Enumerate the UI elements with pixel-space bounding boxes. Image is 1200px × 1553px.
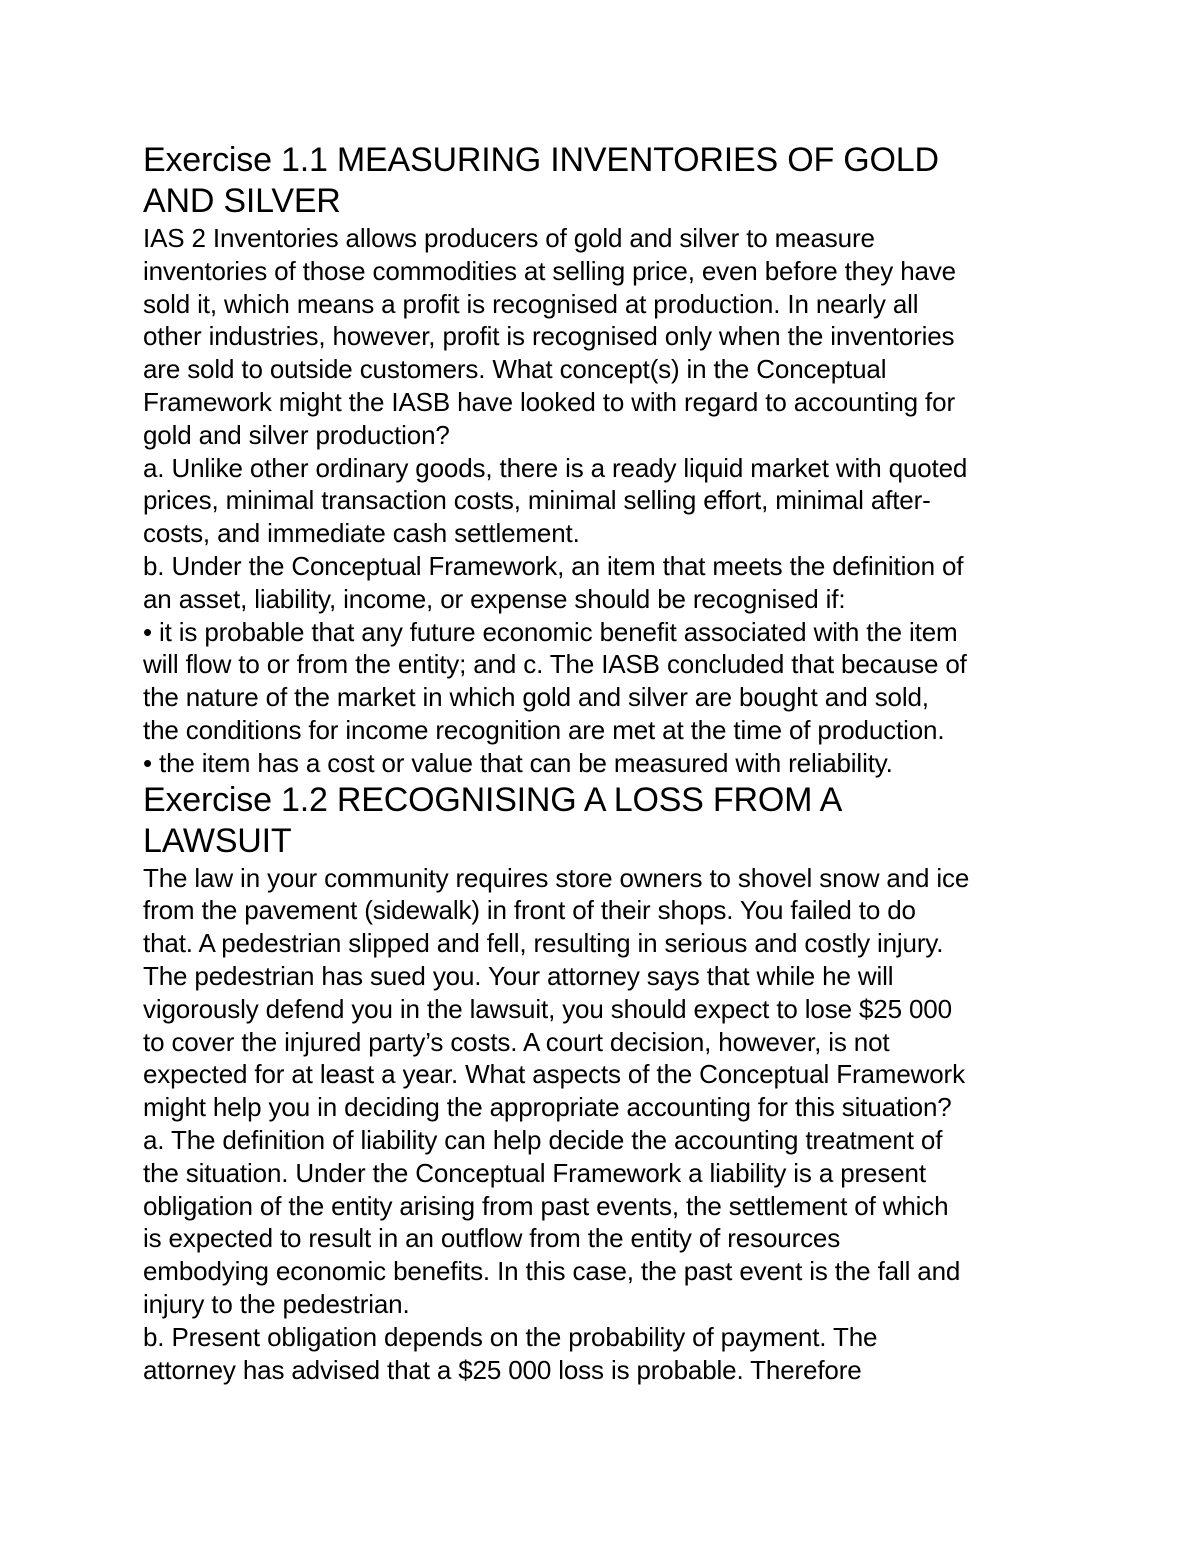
exercise-1-1-body	[143, 222, 1073, 780]
body-line: IAS 2 Inventories allows producers of gold and silver to measure	[143, 223, 875, 253]
body-line: the nature of the market in which gold and silver are bought and sold,	[143, 682, 929, 713]
body-line: sold it, which means a profit is recognised at production. In nearly all	[143, 288, 919, 319]
body-line: from the pavement (sidewalk) in front of their shops. You failed to do	[143, 895, 916, 926]
body-line: The law in your community requires store owners to shovel snow and ice	[143, 862, 970, 893]
body-line: that. A pedestrian slipped and fell, resulting in serious and costly injury.	[143, 928, 944, 959]
body-line: b. Present obligation depends on the probability of payment. The	[143, 1321, 878, 1352]
heading-line: AND SILVER	[143, 182, 341, 220]
body-line: a. The definition of liability can help decide the accounting treatment of	[143, 1124, 943, 1155]
body-line: vigorously defend you in the lawsuit, you should expect to lose $25 000	[143, 993, 952, 1024]
heading-line: Exercise 1.2 RECOGNISING A LOSS FROM A	[143, 780, 843, 819]
body-line: embodying economic benefits. In this case, the past event is the fall and	[143, 1256, 961, 1287]
body-line: is expected to result in an outflow from the entity of resources	[143, 1223, 841, 1254]
body-line: inventories of those commodities at selling price, even before they have	[143, 255, 956, 286]
body-line: prices, minimal transaction costs, minimal selling effort, minimal after-	[143, 485, 931, 516]
body-line: • the item has a cost or value that can be measured with reliability.	[143, 747, 893, 778]
exercise-1-2-body	[143, 862, 1073, 1387]
body-line: obligation of the entity arising from past events, the settlement of which	[143, 1190, 949, 1221]
document-page	[143, 140, 1073, 1386]
body-line: Framework might the IASB have looked to with regard to accounting for	[143, 386, 955, 417]
body-line: gold and silver production?	[143, 419, 450, 450]
body-line: will flow to or from the entity; and c. The IASB concluded that because of	[143, 649, 967, 680]
body-line: expected for at least a year. What aspects of the Conceptual Framework	[143, 1059, 965, 1090]
body-line: are sold to outside customers. What concept(s) in the Conceptual	[143, 354, 887, 385]
body-line: an asset, liability, income, or expense should be recognised if:	[143, 583, 846, 614]
exercise-1-2-heading	[143, 780, 1073, 862]
exercise-1-1-heading	[143, 140, 1073, 222]
body-line: a. Unlike other ordinary goods, there is a ready liquid market with quoted	[143, 452, 968, 483]
body-line: b. Under the Conceptual Framework, an item that meets the definition of	[143, 550, 964, 581]
heading-line: LAWSUIT	[143, 821, 292, 860]
body-line: injury to the pedestrian.	[143, 1288, 410, 1319]
body-line: might help you in deciding the appropriate accounting for this situation?	[143, 1092, 952, 1123]
body-line: other industries, however, profit is recognised only when the inventories	[143, 321, 955, 352]
body-line: • it is probable that any future economic benefit associated with the item	[143, 616, 958, 647]
body-line: attorney has advised that a $25 000 loss is probable. Therefore	[143, 1354, 862, 1385]
body-line: the conditions for income recognition are met at the time of production.	[143, 714, 945, 745]
body-line: costs, and immediate cash settlement.	[143, 518, 580, 549]
heading-line: Exercise 1.1 MEASURING INVENTORIES OF GOLD	[143, 141, 939, 179]
body-line: to cover the injured party’s costs. A court decision, however, is not	[143, 1026, 890, 1057]
body-line: The pedestrian has sued you. Your attorney says that while he will	[143, 960, 894, 991]
body-line: the situation. Under the Conceptual Framework a liability is a present	[143, 1157, 926, 1188]
